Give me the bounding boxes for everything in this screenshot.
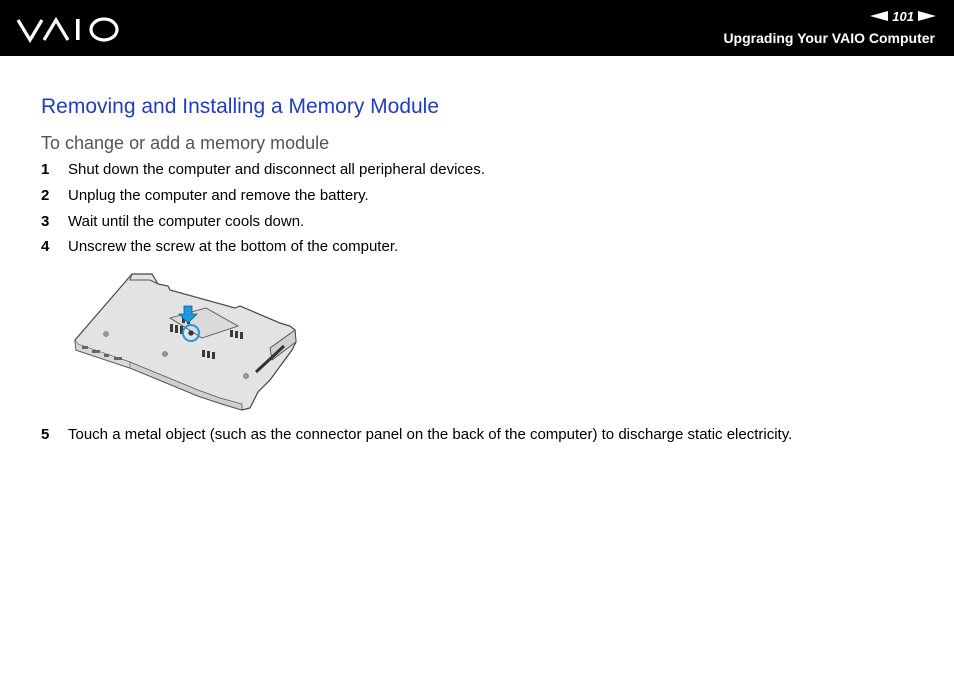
step-item	[41, 161, 485, 178]
left-arrow-icon[interactable]	[870, 11, 888, 21]
procedure-subhead: To change or add a memory module	[41, 133, 330, 153]
step-text: Unplug the computer and remove the battery.	[68, 187, 369, 204]
step-number: 5	[41, 426, 50, 443]
step-number: 1	[41, 161, 50, 178]
section-title: Upgrading Your VAIO Computer	[723, 30, 935, 46]
step-number: 4	[41, 238, 50, 255]
step-text: Wait until the computer cools down.	[68, 213, 305, 230]
step-item	[41, 426, 792, 443]
step-number: 2	[41, 187, 50, 204]
step-item	[41, 187, 369, 204]
page-number: 101	[892, 8, 914, 24]
step-text: Touch a metal object (such as the connector panel on the back of the computer) to discharge static electricity.	[68, 426, 793, 443]
step-item	[41, 238, 398, 255]
page-header	[0, 0, 954, 56]
step-number: 3	[41, 213, 50, 230]
right-arrow-icon[interactable]	[918, 11, 936, 21]
step-text: Shut down the computer and disconnect all peripheral devices.	[68, 161, 485, 178]
step-item	[41, 213, 304, 230]
vaio-logo	[16, 14, 122, 44]
page-navigation	[870, 8, 936, 24]
page-title: Removing and Installing a Memory Module	[41, 95, 440, 118]
laptop-bottom-illustration	[70, 268, 315, 416]
step-text: Unscrew the screw at the bottom of the computer.	[68, 238, 399, 255]
